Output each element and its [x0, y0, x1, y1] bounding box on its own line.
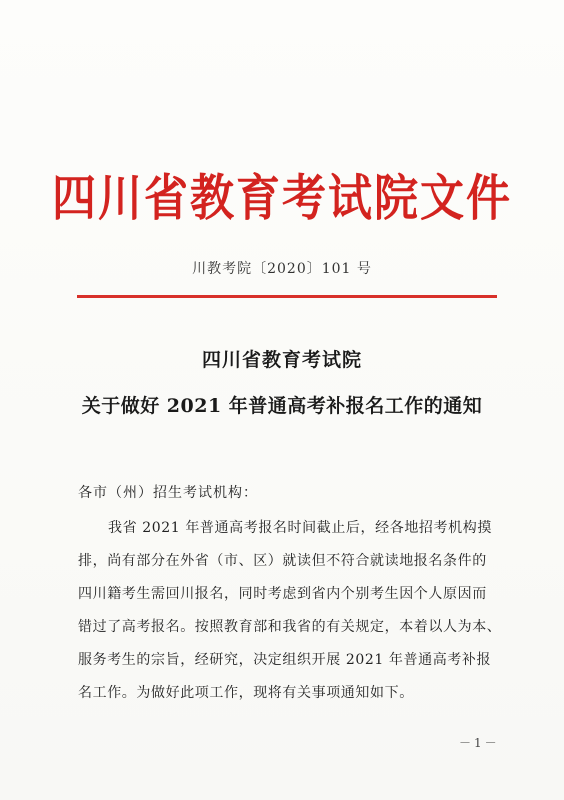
body-line: 名工作。为做好此项工作，现将有关事项通知如下。 [78, 685, 414, 701]
page-number: －1－ [459, 736, 500, 750]
body-line: 服务考生的宗旨，经研究，决定组织开展 2021 年普通高考补报 [78, 652, 492, 668]
body-line: 排，尚有部分在外省（市、区）就读但不符合就读地报名条件的 [78, 553, 487, 569]
notice-title-issuer: 四川省教育考试院 [201, 349, 362, 371]
salutation: 各市（州）招生考试机构： [78, 485, 258, 501]
document-header-title: 四川省教育考试院文件 [52, 170, 512, 228]
body-line: 错过了高考报名。按照教育部和我省的有关规定，本着以人为本、 [78, 619, 502, 635]
red-divider-line [77, 295, 497, 298]
body-line: 四川籍考生需回川报名，同时考虑到省内个别考生因个人原因而 [78, 586, 487, 602]
body-line: 我省 2021 年普通高考报名时间截止后，经各地招考机构摸 [108, 520, 492, 536]
document-number: 川教考院〔2020〕101 号 [192, 261, 372, 277]
notice-title-subject: 关于做好 2021 年普通高考补报名工作的通知 [81, 395, 483, 417]
